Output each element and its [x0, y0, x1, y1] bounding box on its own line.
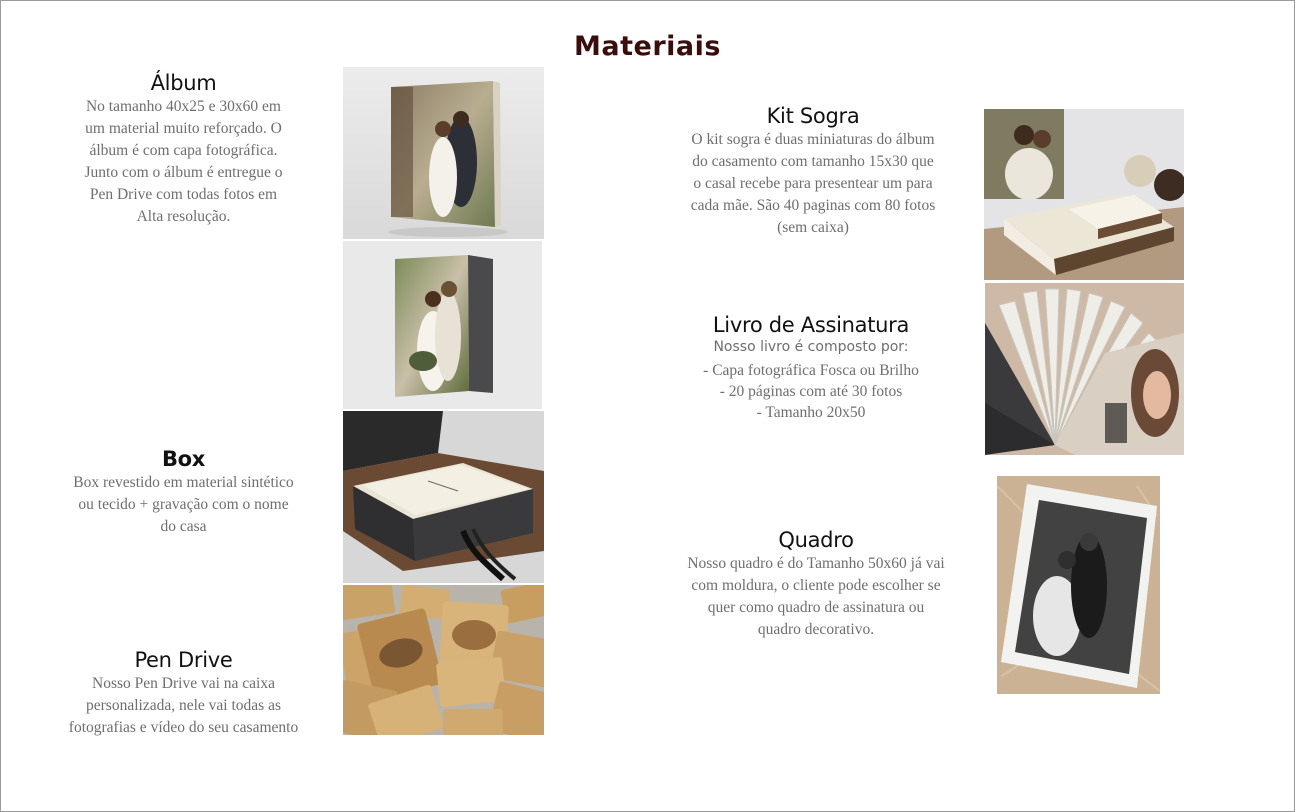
section-livro-assinatura: [671, 313, 951, 423]
box-line: Box revestido em material sintético: [73, 474, 294, 491]
album-side-photo: [343, 241, 542, 409]
album-line: Pen Drive com todas fotos em: [89, 186, 278, 203]
kit-sogra-description: [663, 129, 963, 239]
box-description: [41, 472, 326, 538]
album-line: Junto com o álbum é entregue o: [84, 164, 283, 181]
box-title: Box: [161, 447, 206, 471]
pendrive-line: personalizada, nele vai todas as: [86, 697, 281, 714]
kit-sogra-line: do casamento com tamanho 15x30 que: [692, 153, 934, 170]
livro-intro: Nosso livro é composto por:: [713, 339, 909, 355]
livro-title: Livro de Assinatura: [712, 313, 910, 337]
album-line: Alta resolução.: [136, 208, 231, 225]
album-photo: [343, 67, 544, 239]
quadro-line: quer como quadro de assinatura ou: [707, 599, 925, 616]
section-box: [41, 447, 326, 538]
box-photo: [343, 411, 544, 583]
box-line: ou tecido + gravação com o nome: [78, 496, 289, 513]
quadro-line: Nosso quadro é do Tamanho 50x60 já vai: [687, 555, 945, 572]
quadro-line: com moldura, o cliente pode escolher se: [691, 577, 941, 594]
pendrive-photo: [343, 585, 544, 735]
quadro-title: Quadro: [778, 528, 854, 552]
livro-feature-list: [671, 360, 951, 423]
quadro-photo: [997, 476, 1160, 694]
section-kit-sogra: [663, 104, 963, 239]
pendrive-title: Pen Drive: [134, 648, 233, 672]
quadro-description: [666, 553, 966, 641]
section-quadro: [666, 528, 966, 641]
box-line: do casa: [160, 518, 207, 535]
kit-sogra-line: cada mãe. São 40 paginas com 80 fotos: [690, 197, 936, 214]
section-album: [41, 71, 326, 228]
album-line: um material muito reforçado. O: [85, 120, 282, 137]
livro-feature: - Tamanho 20x50: [756, 404, 866, 421]
kit-sogra-line: o casal recebe para presentear um para: [693, 175, 933, 192]
album-line: álbum é com capa fotográfica.: [89, 142, 278, 159]
kit-sogra-line: (sem caixa): [777, 219, 849, 236]
album-title: Álbum: [150, 71, 217, 95]
album-line: No tamanho 40x25 e 30x60 em: [85, 98, 281, 115]
pendrive-line: Nosso Pen Drive vai na caixa: [92, 675, 275, 692]
kit-sogra-photo: [984, 109, 1184, 280]
pendrive-description: [41, 673, 326, 739]
livro-feature: - Capa fotográfica Fosca ou Brilho: [703, 362, 919, 379]
pendrive-line: fotografias e vídeo do seu casamento: [68, 719, 299, 736]
livro-feature: - 20 páginas com até 30 fotos: [719, 383, 903, 400]
section-pendrive: [41, 648, 326, 739]
kit-sogra-title: Kit Sogra: [766, 104, 860, 128]
livro-assinatura-photo: [985, 283, 1184, 455]
quadro-line: quadro decorativo.: [757, 621, 875, 638]
kit-sogra-line: O kit sogra é duas miniaturas do álbum: [691, 131, 935, 148]
page-title: Materiais: [574, 31, 721, 62]
album-description: [41, 96, 326, 228]
